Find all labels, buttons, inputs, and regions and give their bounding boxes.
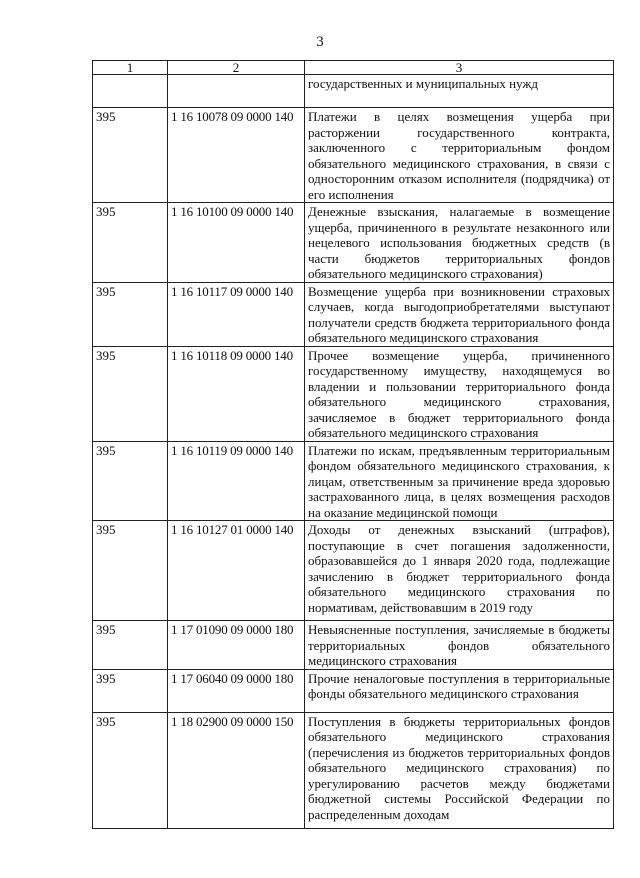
table-header-row	[93, 61, 614, 75]
table-cell-description: Платежи в целях возмещения ущерба при расторжении государственного контракта, заключенного с территориальным фондом обязательного медицинского страхования, в связи с односторонним отказом исполнителя (подрядчика) от его исполнения	[305, 108, 614, 203]
table-cell-description: государственных и муниципальных нужд	[305, 75, 614, 108]
table-cell-code: 1 16 10119 09 0000 140	[168, 441, 305, 521]
table-cell-description: Платежи по искам, предъявленным территориальным фондом обязательного медицинского страхования, к лицам, ответственным за причинение вреда здоровью застрахованного лица, в целях возмещения расходов на оказание медицинской помощи	[305, 441, 614, 521]
table-row	[93, 108, 614, 203]
page-number: 3	[316, 34, 324, 50]
table-cell-admin: 395	[93, 712, 168, 828]
table-row-continuation	[93, 75, 614, 108]
table-row	[93, 521, 614, 621]
table-cell-admin: 395	[93, 621, 168, 670]
table-row	[93, 203, 614, 283]
table-cell-empty	[168, 75, 305, 108]
table-cell-code: 1 16 10078 09 0000 140	[168, 108, 305, 203]
column-header-2: 2	[168, 61, 305, 75]
table-cell-description: Поступления в бюджеты территориальных фондов обязательного медицинского страхования (перечисления из бюджетов территориальных фондов обязательного медицинского страхования) по урегулированию расчетов между бюджетами бюджетной системы Российской Федерации по распределенным доходам	[305, 712, 614, 828]
table-row	[93, 712, 614, 828]
table-cell-admin: 395	[93, 108, 168, 203]
table-cell-admin: 395	[93, 203, 168, 283]
table-row	[93, 282, 614, 346]
table-cell-admin: 395	[93, 441, 168, 521]
table-cell-description: Денежные взыскания, налагаемые в возмещение ущерба, причиненного в результате незаконного или нецелевого использования бюджетных средств (в части бюджетов территориальных фондов обязательного медицинского страхования)	[305, 203, 614, 283]
table-cell-code: 1 16 10118 09 0000 140	[168, 346, 305, 441]
table-cell-code: 1 17 01090 09 0000 180	[168, 621, 305, 670]
table-cell-description: Прочие неналоговые поступления в территориальные фонды обязательного медицинского страхования	[305, 669, 614, 712]
table-cell-code: 1 16 10100 09 0000 140	[168, 203, 305, 283]
table-row	[93, 441, 614, 521]
table-row	[93, 621, 614, 670]
table-row	[93, 669, 614, 712]
table-cell-code: 1 17 06040 09 0000 180	[168, 669, 305, 712]
revenue-codes-table	[92, 60, 614, 829]
table-cell-code: 1 16 10117 09 0000 140	[168, 282, 305, 346]
table-cell-description: Возмещение ущерба при возникновении страховых случаев, когда выгодоприобретателями выступают получатели средств бюджета территориального фонда обязательного медицинского страхования	[305, 282, 614, 346]
table-cell-description: Прочее возмещение ущерба, причиненного государственному имуществу, находящемуся во владении и пользовании территориального фонда обязательного медицинского страхования, зачисляемое в бюджет территориального фонда обязательного медицинского страхования	[305, 346, 614, 441]
table-cell-empty	[93, 75, 168, 108]
table-cell-code: 1 18 02900 09 0000 150	[168, 712, 305, 828]
table-cell-admin: 395	[93, 521, 168, 621]
table-cell-description: Доходы от денежных взысканий (штрафов), поступающие в счет погашения задолженности, образовавшейся до 1 января 2020 года, подлежащие зачислению в бюджет территориального фонда обязательного медицинского страхования по нормативам, действовавшим в 2019 году	[305, 521, 614, 621]
column-header-3: 3	[305, 61, 614, 75]
table-cell-admin: 395	[93, 282, 168, 346]
table-cell-code: 1 16 10127 01 0000 140	[168, 521, 305, 621]
table-cell-admin: 395	[93, 669, 168, 712]
table-cell-admin: 395	[93, 346, 168, 441]
column-header-1: 1	[93, 61, 168, 75]
table-cell-description: Невыясненные поступления, зачисляемые в бюджеты территориальных фондов обязательного медицинского страхования	[305, 621, 614, 670]
table-row	[93, 346, 614, 441]
